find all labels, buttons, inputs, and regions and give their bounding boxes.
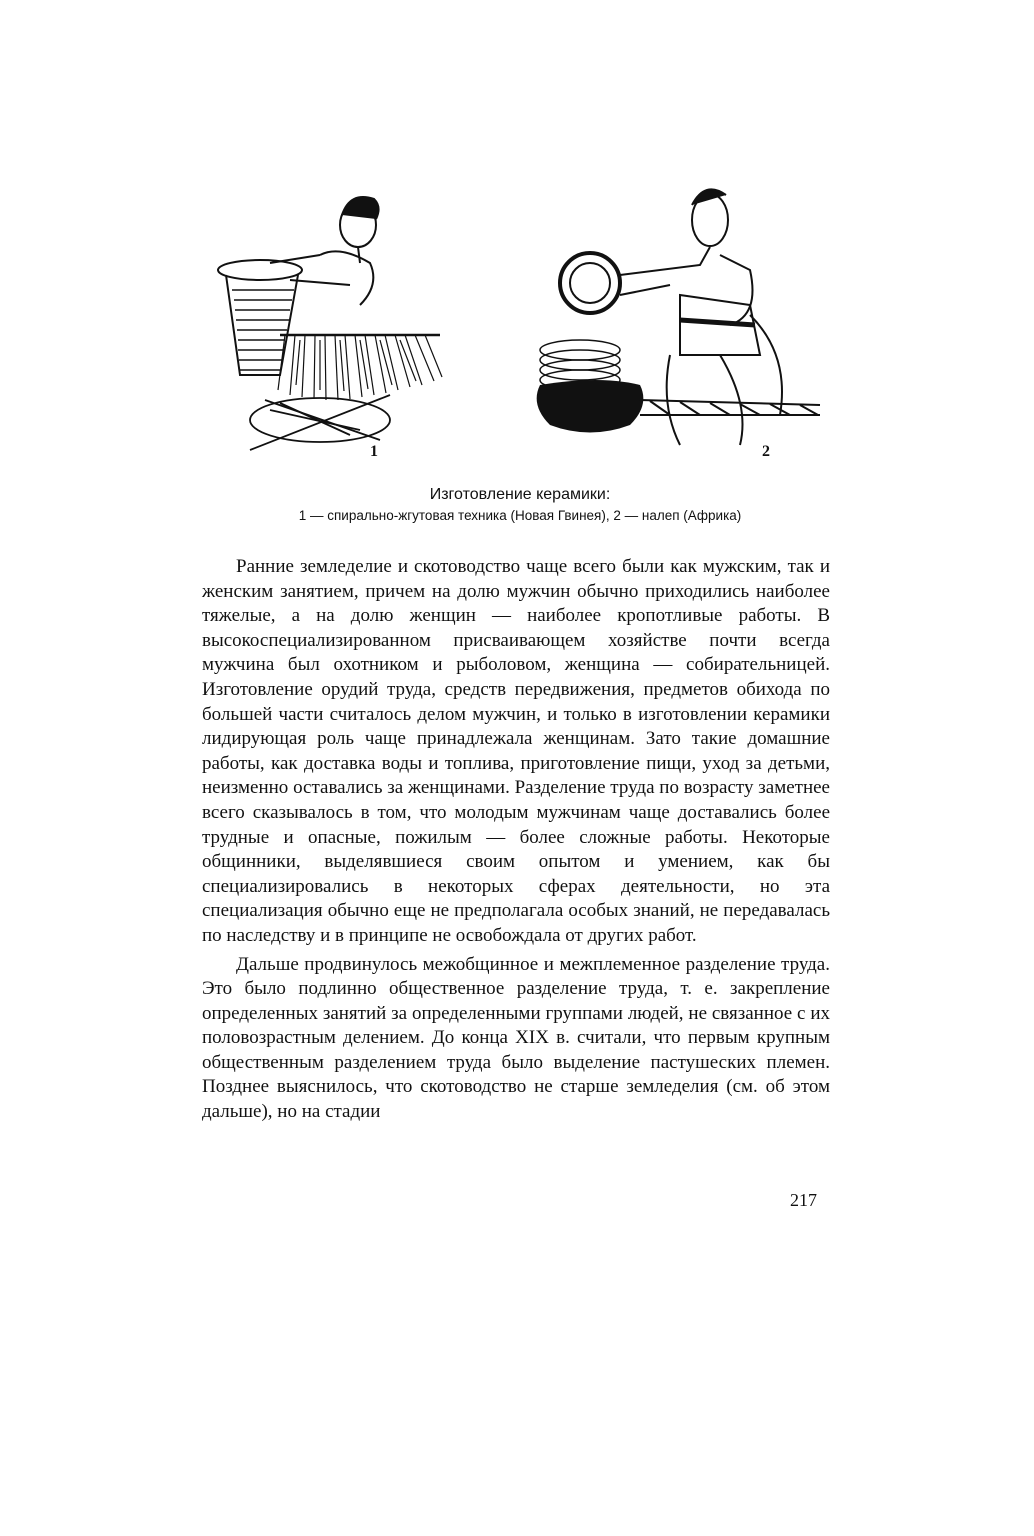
figure-caption-subtitle: 1 — спирально-жгутовая техника (Новая Гвинея), 2 — налеп (Африка) <box>298 508 742 523</box>
illustration <box>200 175 860 470</box>
body-text <box>202 555 830 1125</box>
paragraph: Дальше продвинулось межобщинное и межплеменное разделение труда. Это было подлинно общественное разделение труда, т. е. закрепление определенных занятий за определенными группами людей, не связанное с их половозрастным делением. До конца XIX в. считали, что первым крупным общественным разделением труда было выделение пастушеских племен. Позднее выяснилось, что скотоводство не старше земледелия (см. об этом дальше), но на стадии <box>202 953 830 1123</box>
figure-label-2: 2 <box>762 443 770 460</box>
figure-caption-title: Изготовление керамики: <box>429 486 611 503</box>
page-number: 217 <box>790 1190 817 1210</box>
figure-label-1: 1 <box>370 443 378 460</box>
pottery-patching-illustration <box>520 175 850 460</box>
paragraph: Ранние земледелие и скотоводство чаще всего были как мужским, так и женским занятием, причем на долю мужчин обычно приходились наиболее тяжелые, а на долю женщин — наиболее кропотливые работы. В высокоспециализированном присваивающем хозяйстве почти всегда мужчина был охотником и рыболовом, женщина — собирательницей. Изготовление орудий труда, средств передвижения, предметов обихода по большей части считалось делом мужчин, и только в изготовлении керамики лидирующая роль чаще принадлежала женщинам. Зато такие домашние работы, как доставка воды и топлива, приготовление пищи, уход за детьми, неизменно оставались за женщинами. Разделение труда по возрасту заметнее всего сказывалось в том, что молодым мужчинам чаще доставались более трудные и опасные, пожилым — более сложные работы. Некоторые общинники, выделявшиеся своим опытом и умением, как бы специализировались в некоторых сферах деятельности, но эта специализация обычно еще не предполагала особых знаний, не передавалась по наследству и в принципе не освобождала от других работ. <box>202 556 830 946</box>
pottery-coiling-illustration <box>210 185 470 455</box>
